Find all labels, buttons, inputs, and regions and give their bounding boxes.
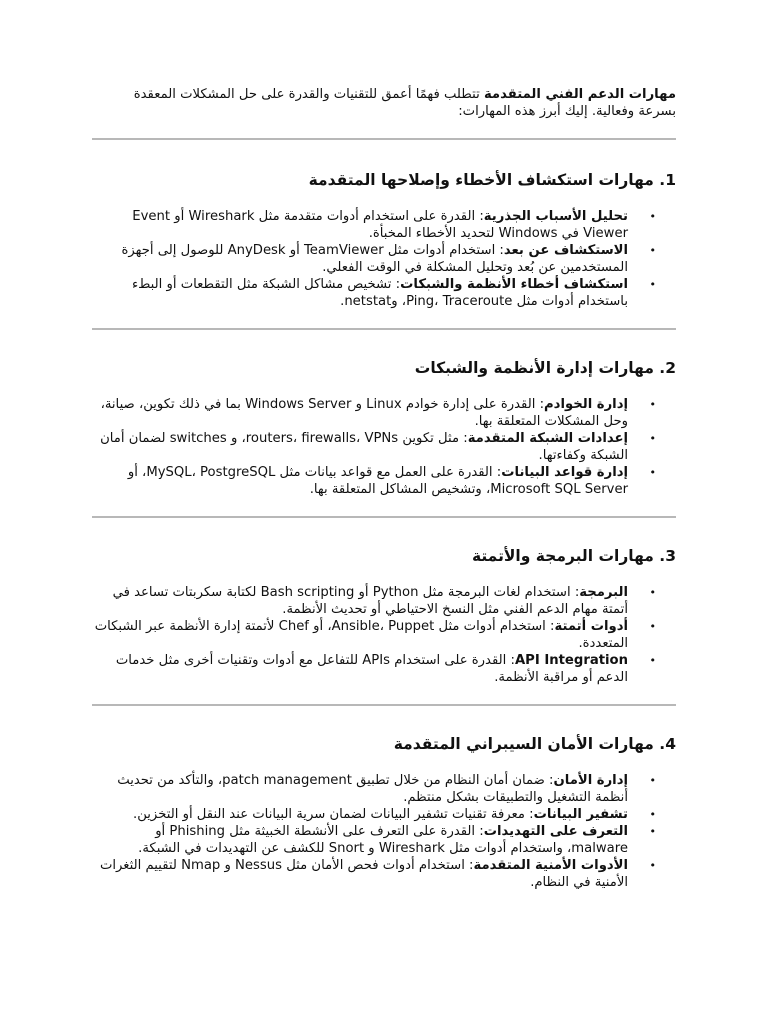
item-text: : استخدام لغات البرمجة مثل Python أو Bash scripting لكتابة سكربتات تساعد في أتمتة مهام الدعم الفني مثل النسخ الاحتياطي أو تحديث الأنظمة.	[112, 585, 628, 617]
bullet-list	[92, 208, 676, 310]
bullet-icon: •	[649, 825, 656, 838]
divider	[92, 138, 676, 140]
bullet-icon: •	[649, 586, 656, 599]
section-heading: 4. مهارات الأمان السيبراني المتقدمة	[393, 735, 676, 753]
item-term: الأدوات الأمنية المتقدمة	[473, 858, 628, 873]
item-text: : ضمان أمان النظام من خلال تطبيق patch management، والتأكد من تحديث أنظمة التشغيل والتطبيقات بشكل منتظم.	[117, 773, 628, 805]
list-item	[92, 823, 676, 857]
bullet-icon: •	[649, 432, 656, 445]
list-item	[92, 208, 676, 242]
bullet-icon: •	[649, 620, 656, 633]
list-item	[92, 618, 676, 652]
item-term: إدارة الأمان	[553, 773, 628, 788]
item-term: التعرف على التهديدات	[483, 824, 628, 839]
item-text: : القدرة على التعرف على الأنشطة الخبيثة مثل Phishing أو malware، واستخدام أدوات مثل Wireshark و Snort للكشف عن التهديدات في الشبكة.	[138, 824, 628, 856]
list-item	[92, 464, 676, 498]
intro-paragraph	[92, 86, 676, 120]
list-item	[92, 584, 676, 618]
item-text: : استخدام أدوات فحص الأمان مثل Nessus و Nmap لتقييم الثغرات الأمنية في النظام.	[99, 858, 628, 890]
bullet-icon: •	[649, 244, 656, 257]
bullet-icon: •	[649, 210, 656, 223]
list-item	[92, 857, 676, 891]
list-item	[92, 806, 676, 823]
bullet-icon: •	[649, 859, 656, 872]
bullet-list	[92, 396, 676, 498]
bullet-icon: •	[649, 398, 656, 411]
bullet-icon: •	[649, 654, 656, 667]
item-text: : مثل تكوين routers، firewalls، VPNs، و switches لضمان أمان الشبكة وكفاءتها.	[100, 431, 628, 463]
list-item	[92, 430, 676, 464]
item-term: تحليل الأسباب الجذرية	[483, 209, 628, 224]
divider	[92, 328, 676, 330]
intro-text: تتطلب فهمًا أعمق للتقنيات والقدرة على حل المشكلات المعقدة بسرعة وفعالية. إليك أبرز هذه المهارات:	[133, 87, 676, 119]
bullet-list	[92, 584, 676, 686]
divider	[92, 704, 676, 706]
bullet-icon: •	[649, 774, 656, 787]
bullet-list	[92, 772, 676, 891]
item-text: : القدرة على استخدام APIs للتفاعل مع أدوات وتقنيات أخرى مثل خدمات الدعم أو مراقبة الأنظمة.	[115, 653, 628, 685]
item-term: البرمجة	[579, 585, 628, 600]
list-item	[92, 652, 676, 686]
section-heading: 2. مهارات إدارة الأنظمة والشبكات	[414, 359, 676, 377]
item-text: : القدرة على استخدام أدوات متقدمة مثل Wireshark أو Event Viewer في Windows لتحديد الأخطاء المخبأة.	[132, 209, 628, 241]
item-text: : القدرة على العمل مع قواعد بيانات مثل MySQL، PostgreSQL، أو Microsoft SQL Server، وتشخيص المشاكل المتعلقة بها.	[127, 465, 628, 497]
section-heading: 3. مهارات البرمجة والأتمتة	[471, 547, 676, 565]
list-item	[92, 396, 676, 430]
list-item	[92, 772, 676, 806]
list-item	[92, 276, 676, 310]
item-text: : معرفة تقنيات تشفير البيانات لضمان سرية البيانات عند النقل أو التخزين.	[133, 807, 534, 822]
item-text: : تشخيص مشاكل الشبكة مثل التقطعات أو البطء باستخدام أدوات مثل Ping، Traceroute، وnetstat.	[131, 277, 628, 309]
item-term: أدوات أتمتة	[554, 619, 628, 634]
item-term: تشفير البيانات	[533, 807, 628, 822]
list-item	[92, 242, 676, 276]
bullet-icon: •	[649, 808, 656, 821]
item-term: استكشاف أخطاء الأنظمة والشبكات	[400, 277, 628, 292]
item-text: : استخدام أدوات مثل TeamViewer أو AnyDesk للوصول إلى أجهزة المستخدمين عن بُعد وتحليل المشكلة في الوقت الفعلي.	[121, 243, 628, 275]
item-text: : استخدام أدوات مثل Ansible، Puppet، أو Chef لأتمتة إدارة الأنظمة عبر الشبكات المتعددة.	[94, 619, 628, 651]
section-heading: 1. مهارات استكشاف الأخطاء وإصلاحها المتقدمة	[308, 171, 676, 189]
item-term: إدارة قواعد البيانات	[501, 465, 628, 480]
item-term: إدارة الخوادم	[544, 397, 628, 412]
item-term: الاستكشاف عن بعد	[503, 243, 628, 258]
bullet-icon: •	[649, 278, 656, 291]
item-text: : القدرة على إدارة خوادم Linux و Windows Server بما في ذلك تكوين، صيانة، وحل المشكلات المتعلقة بها.	[100, 397, 628, 429]
bullet-icon: •	[649, 466, 656, 479]
item-term: إعدادات الشبكة المتقدمة	[467, 431, 628, 446]
item-term: API Integration	[514, 653, 628, 668]
divider	[92, 516, 676, 518]
intro-bold: مهارات الدعم الفني المتقدمة	[483, 87, 676, 102]
